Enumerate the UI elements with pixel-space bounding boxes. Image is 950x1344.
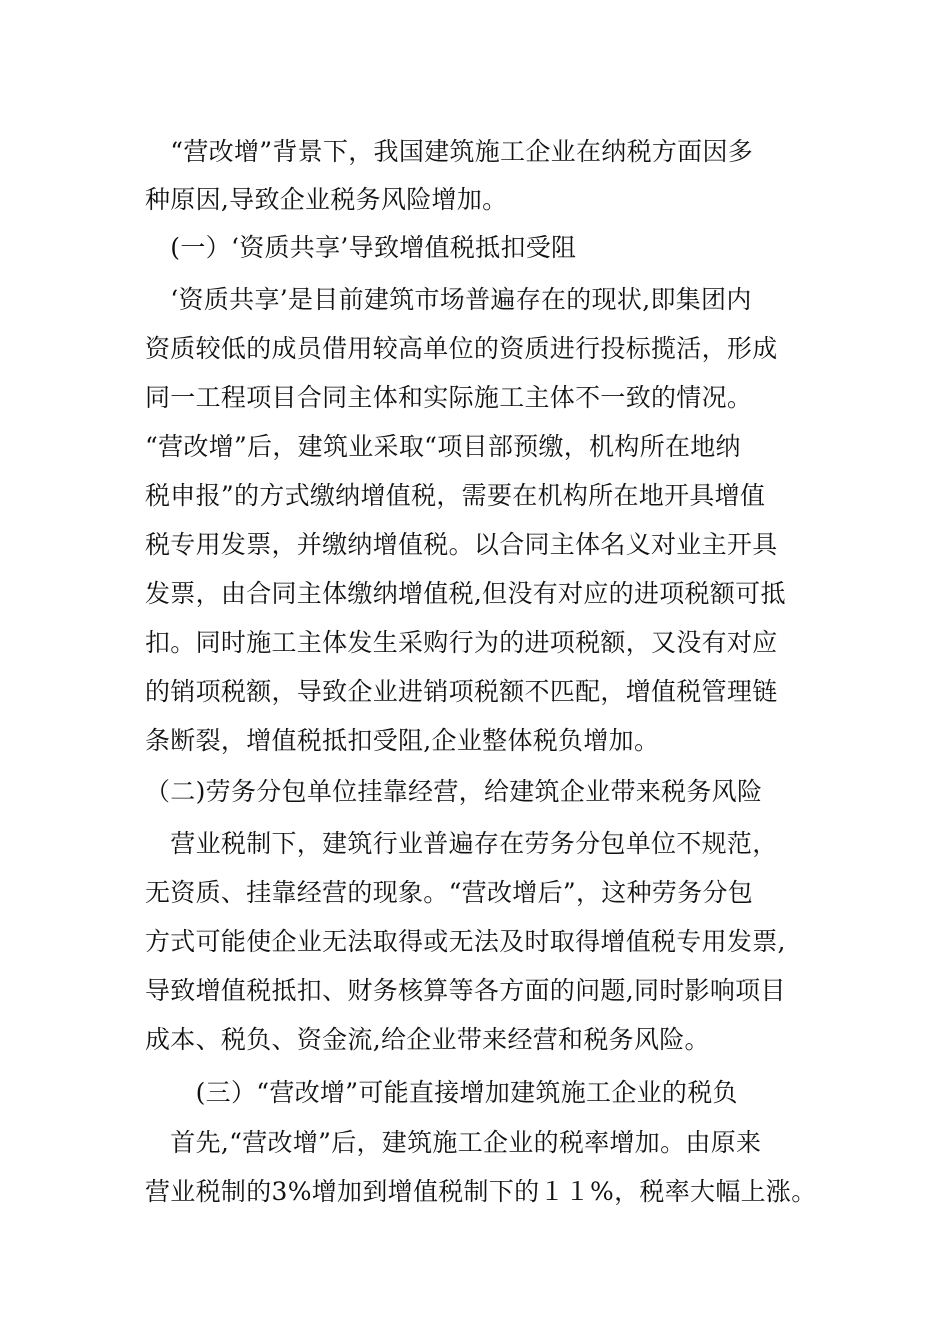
text-line-1: “营改增”背景下，我国建筑施工企业在纳税方面因多 [145,137,754,166]
section-heading-3: (三）“营改增”可能直接增加建筑施工企业的税负 [145,1078,738,1107]
text-line-17: 方式可能使企业无法取得或无法及时取得增值税专用发票, [145,927,786,956]
text-line-10: 发票，由合同主体缴纳增值税,但没有对应的进项税额可抵 [145,579,786,608]
text-line-13: 条断裂，增值税抵扣受阻,企业整体税负增加。 [145,726,660,755]
text-line-21: 首先,“营改增”后，建筑施工企业的税率增加。由原来 [145,1128,762,1157]
text-line-5: 资质较低的成员借用较高单位的资质进行投标揽活，形成 [145,334,778,363]
text-line-16: 无资质、挂靠经营的现象。“营改增后”，这种劳务分包 [145,878,754,907]
text-line-8: 税申报”的方式缴纳增值税，需要在机构所在地开具增值 [145,481,766,510]
text-line-15: 营业税制下，建筑行业普遍存在劳务分包单位不规范， [145,829,778,858]
text-line-18: 导致增值税抵扣、财务核算等各方面的问题,同时影响项目 [145,976,786,1005]
text-line-7: “营改增”后，建筑业采取“项目部预缴，机构所在地纳 [145,432,741,461]
text-line-6: 同一工程项目合同主体和实际施工主体不一致的情况。 [145,383,753,412]
text-line-9: 税专用发票，并缴纳增值税。以合同主体名义对业主开具 [145,530,778,559]
section-heading-1: (一）‘资质共享’导致增值税抵扣受阻 [145,233,577,262]
text-line-11: 扣。同时施工主体发生采购行为的进项税额，又没有对应 [145,628,778,657]
text-line-19: 成本、税负、资金流,给企业带来经营和税务风险。 [145,1025,710,1054]
text-line-22: 营业税制的3%增加到增值税制下的１１%，税率大幅上涨。 [145,1177,817,1206]
text-line-4: ‘资质共享’是目前建筑市场普遍存在的现状,即集团内 [145,285,752,314]
text-line-2: 种原因,导致企业税务风险增加。 [145,185,508,214]
text-line-12: 的销项税额，导致企业进销项税额不匹配，增值税管理链 [145,677,778,706]
section-heading-2: （二)劳务分包单位挂靠经营，给建筑企业带来税务风险 [145,777,763,806]
